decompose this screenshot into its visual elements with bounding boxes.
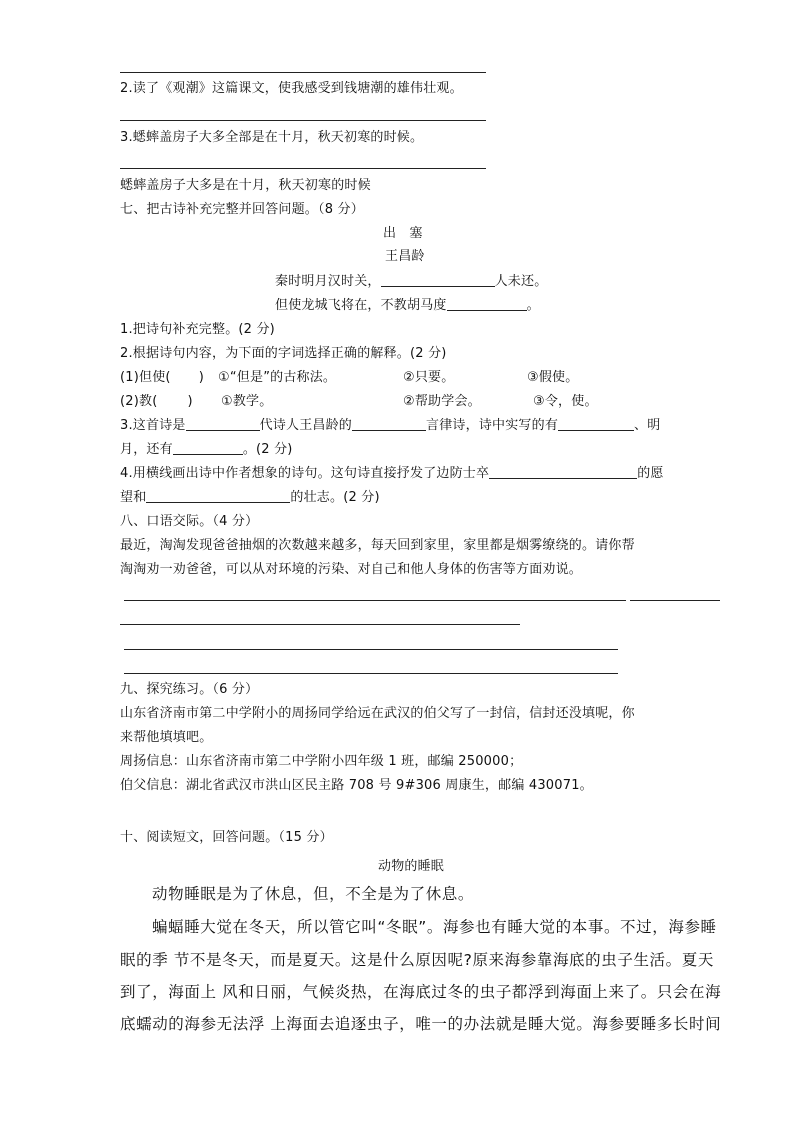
s7-q2-item-1-option-3: ③假使。	[527, 370, 579, 385]
q3-text-b: 代诗人王昌龄的	[259, 418, 353, 433]
s7-question-1: 1.把诗句补充完整。(2 分)	[120, 322, 275, 337]
poem-line-1-start: 秦时明月汉时关，	[275, 274, 381, 289]
s6-question-2: 2.读了《观潮》这篇课文，使我感受到钱塘潮的雄伟壮观。	[120, 81, 463, 96]
poem-line-1-end: 人未还。	[494, 274, 548, 289]
s7-question-3-line-1	[120, 417, 660, 435]
s7-q2-item-1	[120, 369, 204, 387]
q3-text-d: 、明	[634, 418, 661, 433]
s7-q2-item-2-option-2: ②帮助学会。	[403, 394, 481, 409]
q3-text-f: 。(2 分)	[242, 442, 293, 457]
q4-text-c: 望和	[120, 490, 147, 505]
poem-line-2-start: 但使龙城飞将在，不教胡马度	[275, 298, 447, 313]
s8-heading: 八、口语交际。（4 分）	[120, 514, 259, 529]
s9-paragraph-line-2: 来帮他填填吧。	[120, 730, 213, 745]
s7-q2-item-1-option-1: ①“但是”的古称法。	[218, 370, 337, 385]
q3-text-e: 月，还有	[120, 442, 173, 457]
article-paragraph-2-line-3: 到了，海面上 风和日丽，气候炎热，在海底过冬的虫子都浮到海面上来了。只会在海	[120, 983, 722, 1001]
item-1-close: )	[198, 370, 204, 385]
article-paragraph-2-line-2: 眠的季 节不是冬天，而是夏天。这是什么原因呢?原来海参靠海底的虫子生活。夏天	[120, 951, 714, 969]
poem-line-1	[275, 273, 547, 291]
answer-line[interactable]	[124, 649, 618, 650]
s7-q2-item-2	[120, 393, 193, 411]
q3-blank-char-count[interactable]	[352, 417, 426, 431]
s9-paragraph-line-1: 山东省济南市第二中学附小的周扬同学给远在武汉的伯父写了一封信，信封还没填呢，你	[120, 706, 635, 721]
article-paragraph-1: 动物睡眠是为了休息，但，不全是为了休息。	[152, 885, 475, 903]
answer-line[interactable]	[120, 168, 486, 169]
choice-blank-1[interactable]	[171, 370, 199, 383]
q3-blank-dynasty[interactable]	[186, 417, 260, 431]
s6-question-3: 3.蟋蟀盖房子大多全部是在十月，秋天初寒的时候。	[120, 130, 424, 145]
poem-author: 王昌龄	[385, 249, 425, 264]
article-paragraph-2-line-4: 底蠕动的海参无法浮 上海面去追逐虫子，唯一的办法就是睡大觉。海参要睡多长时间	[120, 1015, 722, 1033]
q3-blank-other[interactable]	[173, 441, 243, 455]
item-2-label: (2)教(	[120, 394, 158, 409]
s7-heading: 七、把古诗补充完整并回答问题。（8 分）	[120, 202, 364, 217]
poem-blank-1[interactable]	[381, 273, 495, 287]
s7-question-4-line-2	[120, 489, 380, 507]
s8-paragraph-line-1: 最近，淘淘发现爸爸抽烟的次数越来越多，每天回到家里，家里都是烟雾缭绕的。请你帮	[120, 538, 635, 553]
s7-q2-item-1-option-2: ②只要。	[403, 370, 455, 385]
s9-heading: 九、探究练习。（6 分）	[120, 682, 259, 697]
s9-sender-info: 周扬信息：山东省济南市第二中学附小四年级 1 班，邮编 250000；	[120, 754, 523, 769]
answer-line[interactable]	[124, 600, 626, 601]
item-1-label: (1)但使(	[120, 370, 171, 385]
poem-line-2	[275, 297, 540, 315]
s7-question-4-line-1	[120, 465, 664, 483]
s8-paragraph-line-2: 淘淘劝一劝爸爸，可以从对环境的污染、对自己和他人身体的伤害等方面劝说。	[120, 562, 583, 577]
answer-line[interactable]	[120, 120, 486, 121]
q4-blank-wish[interactable]	[489, 465, 637, 479]
item-2-close: )	[187, 394, 193, 409]
answer-line[interactable]	[120, 624, 520, 625]
q4-text-a: 4.用横线画出诗中作者想象的诗句。这句诗直接抒发了边防士卒	[120, 466, 490, 481]
q3-blank-scene[interactable]	[558, 417, 634, 431]
q3-text-a: 3.这首诗是	[120, 418, 186, 433]
answer-line[interactable]	[630, 600, 720, 601]
s7-question-2: 2.根据诗句内容，为下面的字词选择正确的解释。(2 分)	[120, 346, 447, 361]
s9-recipient-info: 伯父信息：湖北省武汉市洪山区民主路 708 号 9#306 周康生，邮编 430071。	[120, 778, 593, 793]
s7-question-3-line-2	[120, 441, 293, 459]
poem-blank-2[interactable]	[447, 297, 527, 311]
q3-text-c: 言律诗，诗中实写的有	[426, 418, 559, 433]
s6-answer-3: 蟋蟀盖房子大多是在十月，秋天初寒的时候	[120, 178, 371, 193]
s7-q2-item-2-option-1: ①教学。	[221, 394, 273, 409]
choice-blank-2[interactable]	[158, 394, 188, 407]
answer-line[interactable]	[120, 72, 486, 73]
q4-text-d: 的壮志。(2 分)	[290, 490, 380, 505]
answer-line[interactable]	[124, 673, 618, 674]
q4-blank-ambition[interactable]	[146, 489, 290, 503]
poem-title: 出 塞	[383, 226, 423, 241]
s10-heading: 十、阅读短文，回答问题。（15 分）	[120, 830, 333, 845]
q4-text-b: 的愿	[637, 466, 664, 481]
poem-line-2-end: 。	[526, 298, 540, 313]
s7-q2-item-2-option-3: ③令，使。	[533, 394, 598, 409]
article-paragraph-2-line-1: 蝙蝠睡大觉在冬天，所以管它叫“冬眠”。海参也有睡大觉的本事。不过，海参睡	[152, 918, 717, 936]
article-title: 动物的睡眠	[378, 859, 445, 874]
